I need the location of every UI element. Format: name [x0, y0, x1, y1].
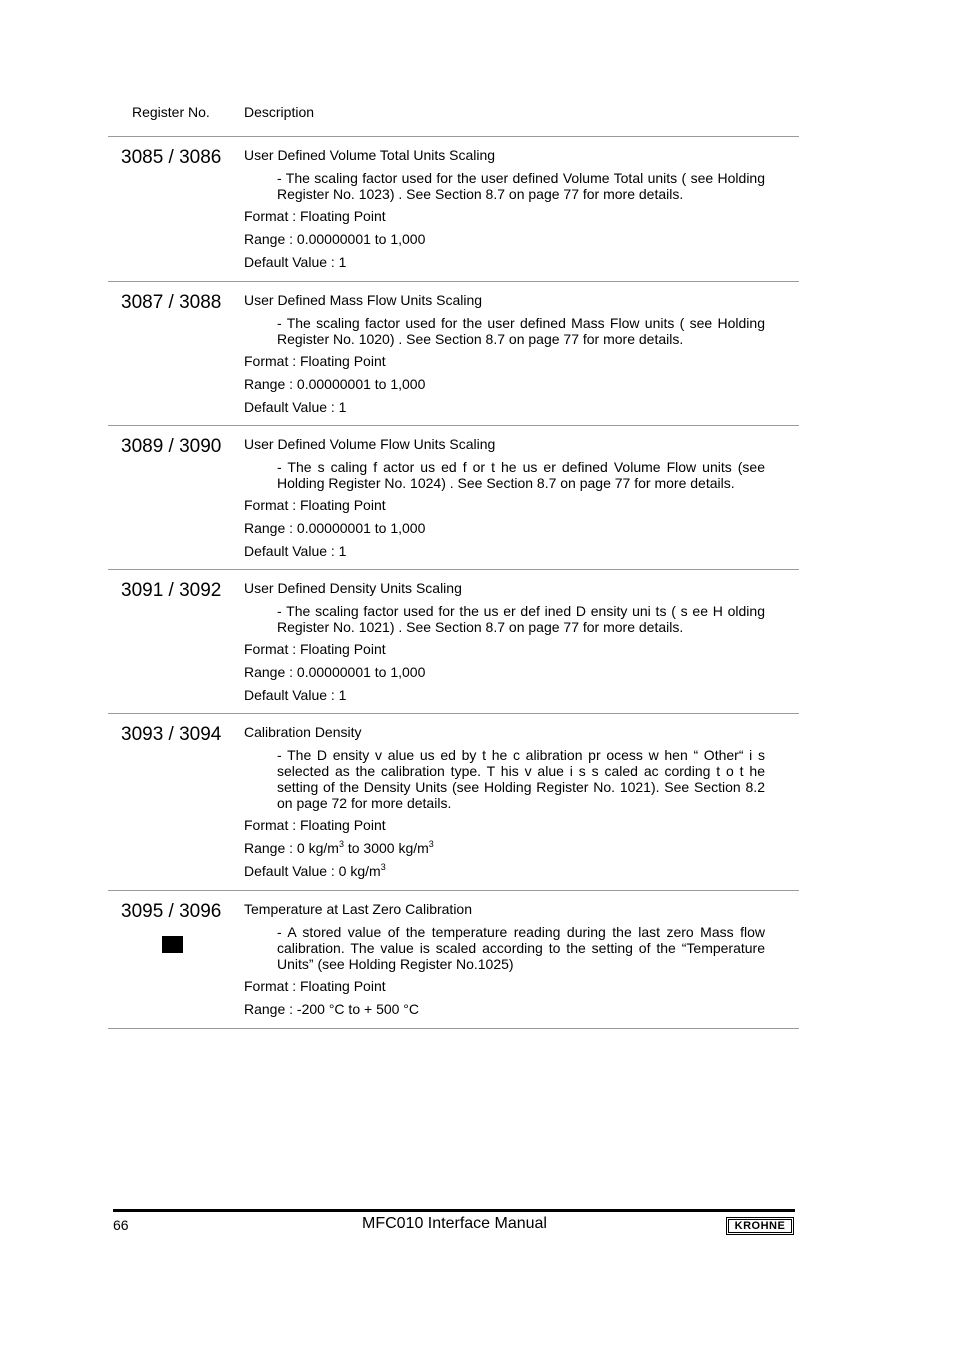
register-title: User Defined Density Units Scaling [244, 580, 462, 596]
register-format: Format : Floating Point [244, 353, 386, 369]
divider [108, 713, 799, 714]
register-description [244, 580, 784, 710]
register-title: Temperature at Last Zero Calibration [244, 901, 472, 917]
register-detail: - The scaling factor used for the user defined Volume Total units ( see Holding Register No. 1023) . See Section 8.7 on page 77 for more details. [277, 170, 765, 202]
register-description [244, 147, 784, 277]
footer-rule [113, 1209, 795, 1212]
register-number: 3087 / 3088 [121, 292, 222, 313]
register-default: Default Value : 1 [244, 399, 347, 415]
register-detail: - The scaling factor used for the user defined Mass Flow units ( see Holding Register No. 1020) . See Section 8.7 on page 77 for more details. [277, 315, 765, 347]
register-title: User Defined Mass Flow Units Scaling [244, 292, 483, 308]
divider [108, 1028, 799, 1029]
register-range: Range : 0.00000001 to 1,000 [244, 664, 426, 680]
divider [108, 569, 799, 570]
register-range: Range : 0.00000001 to 1,000 [244, 520, 426, 536]
default-text: Default Value : 0 kg/m [244, 863, 381, 879]
unit-exponent: 3 [428, 839, 434, 849]
register-format: Format : Floating Point [244, 978, 386, 994]
range-text: Range : 0 kg/m [244, 840, 339, 856]
unit-exponent: 3 [380, 862, 386, 872]
register-title: User Defined Volume Flow Units Scaling [244, 436, 496, 452]
register-description [244, 292, 784, 422]
register-default: Default Value : 1 [244, 687, 347, 703]
krohne-logo [726, 1217, 794, 1235]
register-detail: - The s caling f actor us ed f or t he us er defined Volume Flow units (see Holding Register No. 1024) . See Section 8.7 on page 77 for more details. [277, 459, 765, 491]
divider [108, 425, 799, 426]
register-number: 3095 / 3096 [121, 901, 222, 922]
register-format: Format : Floating Point [244, 817, 386, 833]
divider [108, 281, 799, 282]
register-title: Calibration Density [244, 724, 362, 740]
register-default: Default Value : 1 [244, 254, 347, 270]
column-header-register: Register No. [132, 104, 210, 120]
register-range: Range : -200 °C to + 500 °C [244, 1001, 420, 1017]
register-description [244, 724, 784, 886]
register-format: Format : Floating Point [244, 641, 386, 657]
page-number: 66 [113, 1217, 129, 1233]
register-detail: - The scaling factor used for the us er def ined D ensity uni ts ( s ee H olding Register No. 1021) . See Section 8.7 on page 77 for more details. [277, 603, 765, 635]
register-default: Default Value : 1 [244, 543, 347, 559]
unit-exponent: 3 [338, 839, 344, 849]
divider [108, 890, 799, 891]
register-detail: - A stored value of the temperature reading during the last zero Mass flow calibration. The value is scaled according to the setting of the “Temperature Units” (see Holding Register No.1025) [277, 924, 765, 972]
register-default [244, 863, 784, 880]
register-number: 3089 / 3090 [121, 436, 222, 457]
register-number: 3091 / 3092 [121, 580, 222, 601]
range-text: to 3000 kg/m [343, 840, 429, 856]
register-range [244, 840, 784, 857]
register-number: 3093 / 3094 [121, 724, 222, 745]
change-marker [162, 936, 183, 953]
manual-title: MFC010 Interface Manual [362, 1215, 547, 1232]
column-header-description: Description [244, 104, 315, 120]
divider [108, 136, 799, 137]
register-title: User Defined Volume Total Units Scaling [244, 147, 496, 163]
register-format: Format : Floating Point [244, 497, 386, 513]
register-number: 3085 / 3086 [121, 147, 222, 168]
logo-text: KROHNE [728, 1219, 792, 1233]
register-description [244, 436, 784, 566]
register-range: Range : 0.00000001 to 1,000 [244, 231, 426, 247]
register-format: Format : Floating Point [244, 208, 386, 224]
register-range: Range : 0.00000001 to 1,000 [244, 376, 426, 392]
register-detail: - The D ensity v alue us ed by t he c alibration pr ocess w hen “ Other“ i s selected as the calibration type. T his v alue i s s caled ac cording t o t he setting of the Density Units (see Holding Register No. 1021). See Section 8.2 on page 72 for more details. [277, 747, 765, 811]
register-description [244, 901, 784, 1024]
